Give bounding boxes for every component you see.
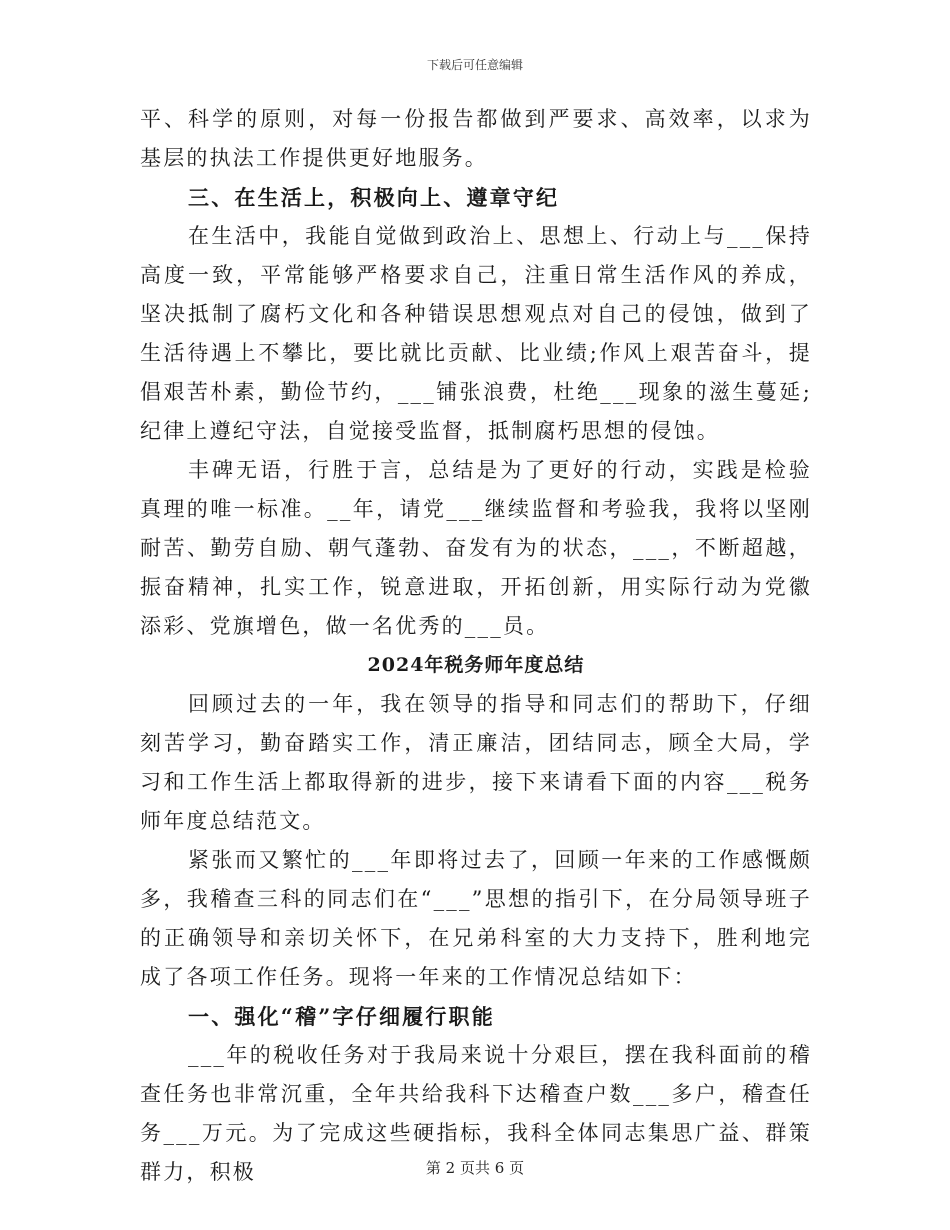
document-body	[140, 100, 812, 1192]
paragraph-audit: ___年的税收任务对于我局来说十分艰巨，摆在我科面前的稽查任务也非常沉重，全年共给我科下达稽查户数___多户，稽查任务___万元。为了完成这些硬指标，我科全体同志集思广益、群策群力，积极	[140, 1043, 812, 1184]
page-number: 第 2 页共 6 页	[425, 1159, 525, 1177]
page-header: 下载后可任意编辑	[426, 58, 523, 72]
section-heading-audit: 一、强化“稽”字仔细履行职能	[188, 1004, 495, 1029]
paragraph-life: 在生活中，我能自觉做到政治上、思想上、行动上与___保持高度一致，平常能够严格要求自己，注重日常生活作风的养成，坚决抵制了腐朽文化和各种错误思想观点对自己的侵蚀，做到了生活待遇上不攀比，要比就比贡献、比业绩;作风上艰苦奋斗，提倡艰苦朴素，勤俭节约，___铺张浪费，杜绝___现象的滋生蔓延;纪律上遵纪守法，自觉接受监督，抵制腐朽思想的侵蚀。	[140, 224, 812, 443]
paragraph-conclusion: 丰碑无语，行胜于言，总结是为了更好的行动，实践是检验真理的唯一标准。__年，请党___继续监督和考验我，我将以坚刚耐苦、勤劳自励、朝气蓬勃、奋发有为的状态，___，不断超越，振奋精神，扎实工作，锐意进取，开拓创新，用实际行动为党徽添彩、党旗增色，做一名优秀的___员。	[140, 458, 812, 638]
paragraph-intro: 回顾过去的一年，我在领导的指导和同志们的帮助下，仔细刻苦学习，勤奋踏实工作，清正廉洁，团结同志，顾全大局，学习和工作生活上都取得新的进步，接下来请看下面的内容___税务师年度总结范文。	[140, 692, 812, 833]
section-heading-life: 三、在生活上，积极向上、遵章守纪	[188, 185, 560, 210]
document-title: 2024年税务师年度总结	[367, 654, 585, 676]
paragraph-continued: 平、科学的原则，对每一份报告都做到严要求、高效率，以求为基层的执法工作提供更好地服务。	[140, 107, 812, 170]
paragraph-overview: 紧张而又繁忙的___年即将过去了，回顾一年来的工作感慨颇多，我稽查三科的同志们在“___”思想的指引下，在分局领导班子的正确领导和亲切关怀下，在兄弟科室的大力支持下，胜利地完成了各项工作任务。现将一年来的工作情况总结如下：	[140, 848, 812, 989]
